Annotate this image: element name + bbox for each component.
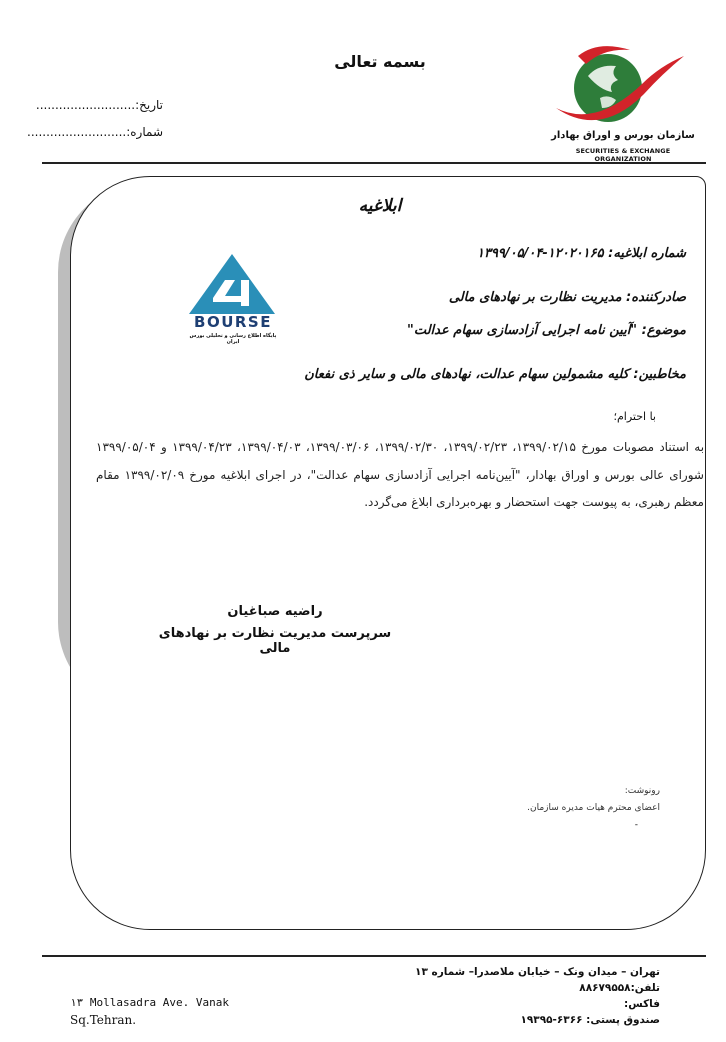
bourse-logo-word: BOURSE	[194, 313, 272, 331]
announcement-title: ابلاغیه	[358, 196, 402, 216]
greeting: با احترام؛	[613, 410, 656, 423]
announcement-number: شماره ابلاغیه: ۱۲۰۲۰۱۶۵-۱۳۹۹/۰۵/۰۴	[476, 246, 686, 261]
footer-address-en-line2: Sq.Tehran.	[70, 1013, 137, 1027]
org-name-en: SECURITIES & EXCHANGE ORGANIZATION	[575, 147, 671, 163]
footer-divider	[42, 955, 706, 957]
bourse-logo-subtitle: پایگاه اطلاع رسانی و تحلیلی بورس ایران	[189, 333, 277, 345]
footer-phone: تلفن:۸۸۶۷۹۵۵۸	[579, 982, 660, 994]
signer-name: راضیه صباغیان	[227, 604, 323, 619]
org-name-fa: سازمان بورس و اوراق بهادار	[551, 130, 695, 141]
announcement-subject: موضوع: "آیین نامه اجرایی آزادسازی سهام عدالت"	[407, 323, 686, 338]
footer-address-en-line1: ۱۳ Mollasadra Ave. Vanak	[70, 996, 229, 1009]
number-field: شماره:..........................	[27, 125, 163, 139]
footer-po-box: صندوق پستی: ۶۳۶۶-۱۹۳۹۵	[520, 1014, 660, 1026]
date-field: تاریخ:..........................	[35, 98, 163, 112]
signer-title: سرپرست مدیریت نظارت بر نهادهای مالی	[158, 626, 392, 656]
cc-item: اعضای محترم هیات مدیره سازمان.	[527, 803, 660, 813]
cc-label: رونوشت:	[624, 786, 660, 796]
footer-address-fa: تهران – میدان ونک – خیابان ملاصدرا– شماره ۱۳	[415, 966, 660, 978]
header-divider	[42, 162, 706, 164]
announcement-recipients: مخاطبین: کلیه مشمولین سهام عدالت، نهادهای مالی و سایر ذی نفعان	[304, 367, 686, 382]
announcement-issuer: صادرکننده: مدیریت نظارت بر نهادهای مالی	[448, 290, 686, 305]
footer-fax: فاکس:	[624, 998, 660, 1010]
body-paragraph: به استناد مصوبات مورخ ۱۳۹۹/۰۲/۱۵، ۱۳۹۹/۰۲/۲۳، ۱۳۹۹/۰۲/۳۰، ۱۳۹۹/۰۳/۰۶، ۱۳۹۹/۰۴/۰۳، ۱۳۹۹/۰۴/۲۳ و ۱۳۹۹/۰۵/۰۴ شورای عالی بورس و اوراق بهادار، "آیین‌نامه اجرایی آزادسازی سهام عدالت"، در اجرای ابلاغیه مورخ ۱۳۹۹/۰۲/۰۹ مقام معظم رهبری، به پیوست جهت استحضار و بهره‌برداری ابلاغ می‌گردد.	[96, 440, 705, 509]
bismillah-heading: بسمه تعالی	[334, 52, 426, 71]
cc-dash: -	[634, 820, 638, 830]
